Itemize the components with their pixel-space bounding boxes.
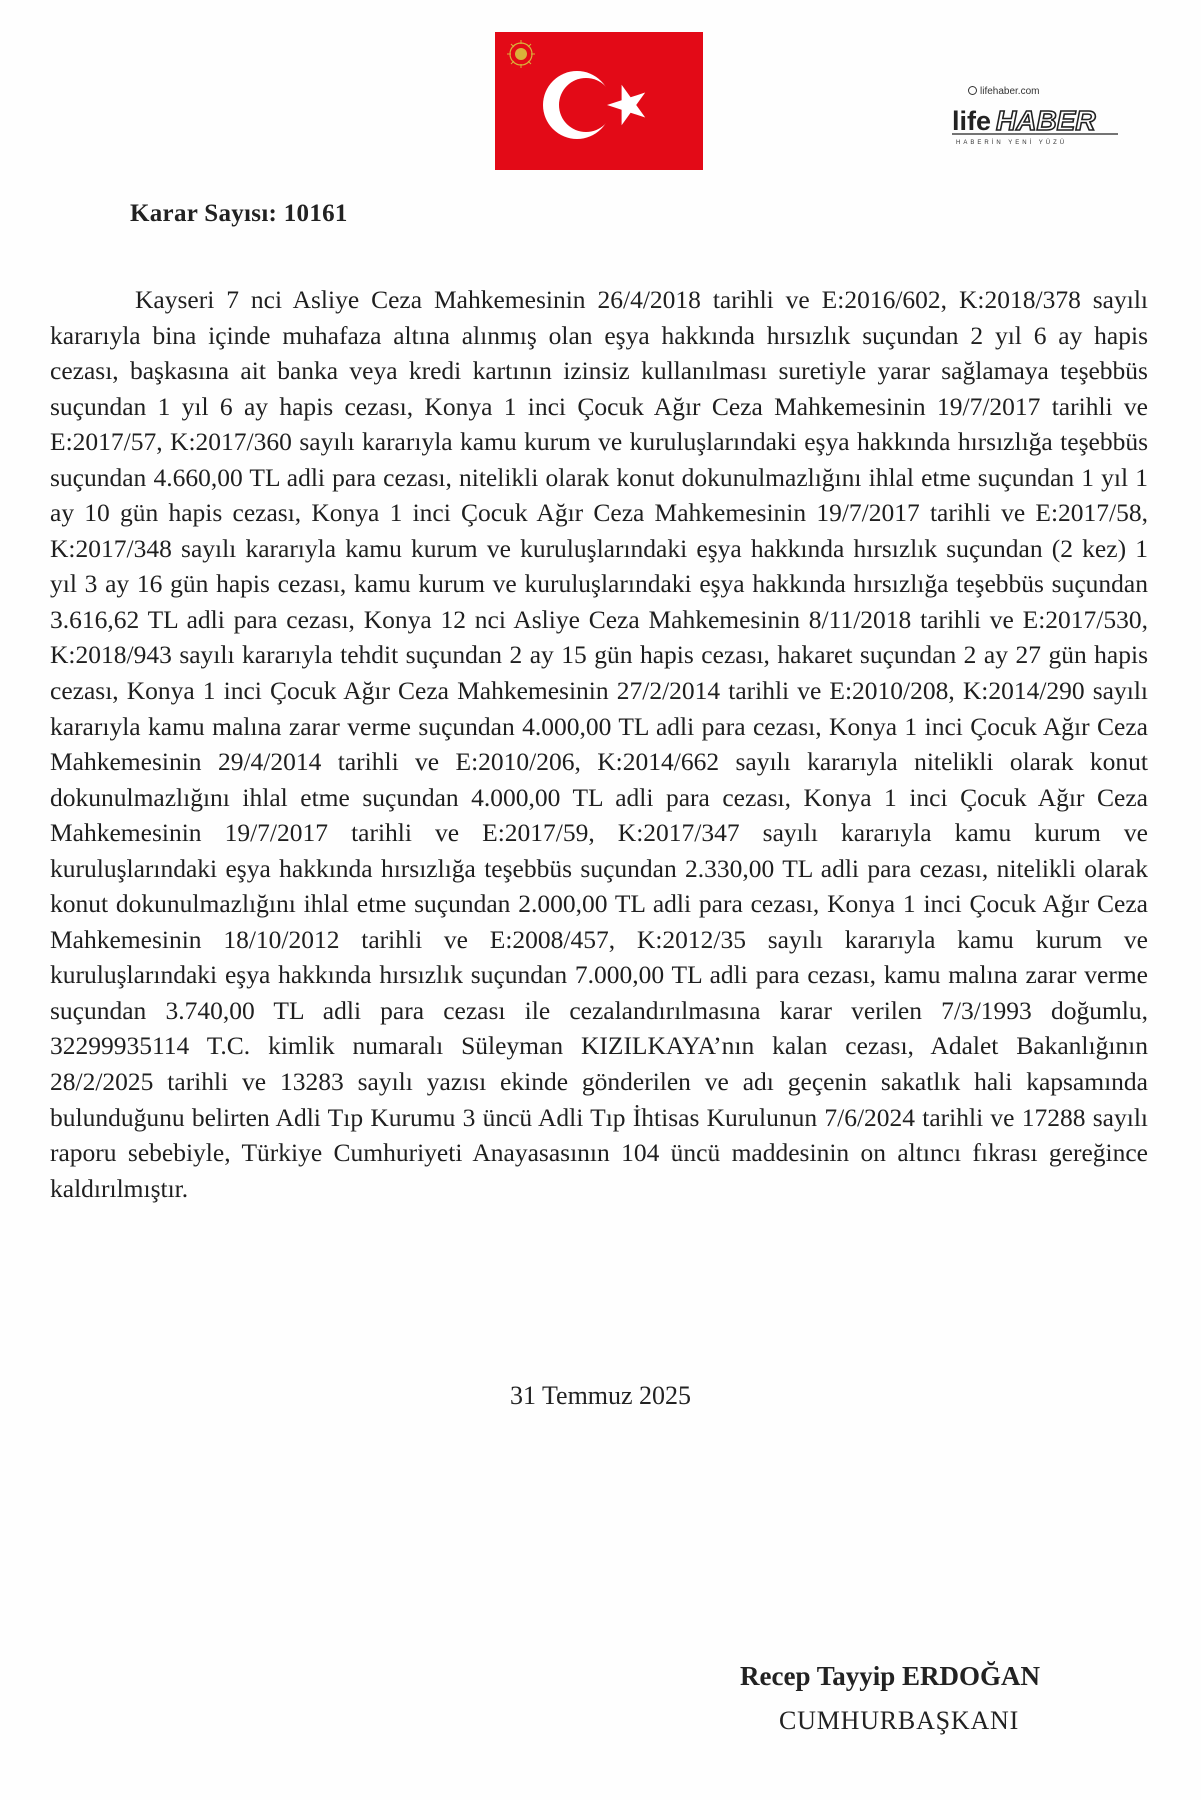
signatory-title: CUMHURBAŞKANI [779, 1706, 1020, 1735]
globe-icon [968, 86, 977, 95]
watermark-url: lifehaber.com [980, 86, 1040, 97]
decision-date: 31 Temmuz 2025 [509, 1381, 692, 1410]
lifehaber-logo [950, 102, 1120, 136]
watermark-tagline: HABERİN YENİ YÜZÜ [956, 140, 1068, 146]
logo-haber-text: HABER [996, 105, 1096, 136]
signatory-name: Recep Tayyip ERDOĞAN [740, 1661, 1041, 1691]
flag-graphic [495, 32, 703, 170]
logo-life-text: life [952, 106, 992, 136]
decision-body [50, 282, 1148, 1206]
turkish-flag [495, 32, 703, 170]
decision-number: Karar Sayısı: 10161 [130, 200, 348, 227]
decision-body-paragraph: Kayseri 7 nci Asliye Ceza Mahkemesinin 26/4/2018 tarihli ve E:2016/602, K:2018/378 sayılı kararıyla bina içinde muhafaza altına alınmış olan eşya hakkında hırsızlık suçundan 2 yıl 6 ay hapis cezası, başkasına ait banka veya kredi kartının izinsiz kullanılması suretiyle yarar sağlamaya teşebbüs suçundan 1 yıl 6 ay hapis cezası, Konya 1 inci Çocuk Ağır Ceza Mahkemesinin 19/7/2017 tarihli ve E:2017/57, K:2017/360 sayılı kararıyla kamu kurum ve kuruluşlarındaki eşya hakkında hırsızlığa teşebbüs suçundan 4.660,00 TL adli para cezası, nitelikli olarak konut dokunulmazlığını ihlal etme suçundan 1 yıl 1 ay 10 gün hapis cezası, Konya 1 inci Çocuk Ağır Ceza Mahkemesinin 19/7/2017 tarihli ve E:2017/58, K:2017/348 sayılı kararıyla kamu kurum ve kuruluşlarındaki eşya hakkında hırsızlık suçundan (2 kez) 1 yıl 3 ay 16 gün hapis cezası, kamu kurum ve kuruluşlarındaki eşya hakkında hırsızlığa teşebbüs suçundan 3.616,62 TL adli para cezası, Konya 12 nci Asliye Ceza Mahkemesinin 8/11/2018 tarihli ve E:2017/530, K:2018/943 sayılı kararıyla tehdit suçundan 2 ay 15 gün hapis cezası, hakaret suçundan 2 ay 27 gün hapis cezası, Konya 1 inci Çocuk Ağır Ceza Mahkemesinin 27/2/2014 tarihli ve E:2010/208, K:2014/290 sayılı kararıyla kamu malına zarar verme suçundan 4.000,00 TL adli para cezası, Konya 1 inci Çocuk Ağır Ceza Mahkemesinin 29/4/2014 tarihli ve E:2010/206, K:2014/662 sayılı kararıyla nitelikli olarak konut dokunulmazlığını ihlal etme suçundan 4.000,00 TL adli para cezası, Konya 1 inci Çocuk Ağır Ceza Mahkemesinin 19/7/2017 tarihli ve E:2017/59, K:2017/347 sayılı kararıyla kamu kurum ve kuruluşlarındaki eşya hakkında hırsızlığa teşebbüs suçundan 2.330,00 TL adli para cezası, nitelikli olarak konut dokunulmazlığını ihlal etme suçundan 2.000,00 TL adli para cezası, Konya 1 inci Çocuk Ağır Ceza Mahkemesinin 18/10/2012 tarihli ve E:2008/457, K:2012/35 sayılı kararıyla kamu kurum ve kuruluşlarındaki eşya hakkında hırsızlık suçundan 7.000,00 TL adli para cezası, kamu malına zarar verme suçundan 3.740,00 TL adli para cezası ile cezalandırılmasına karar verilen 7/3/1993 doğumlu, 32299935114 T.C. kimlik numaralı Süleyman KIZILKAYA’nın kalan cezası, Adalet Bakanlığının 28/2/2025 tarihli ve 13283 sayılı yazısı ekinde gönderilen ve adı geçenin sakatlık hali kapsamında bulunduğunu belirten Adli Tıp Kurumu 3 üncü Adli Tıp İhtisas Kurulunun 7/6/2024 tarihli ve 17288 sayılı raporu sebebiyle, Türkiye Cumhuriyeti Anayasasının 104 üncü maddesinin on altıncı fıkrası gereğince kaldırılmıştır. [50, 285, 1148, 1203]
lifehaber-watermark [950, 84, 1120, 154]
